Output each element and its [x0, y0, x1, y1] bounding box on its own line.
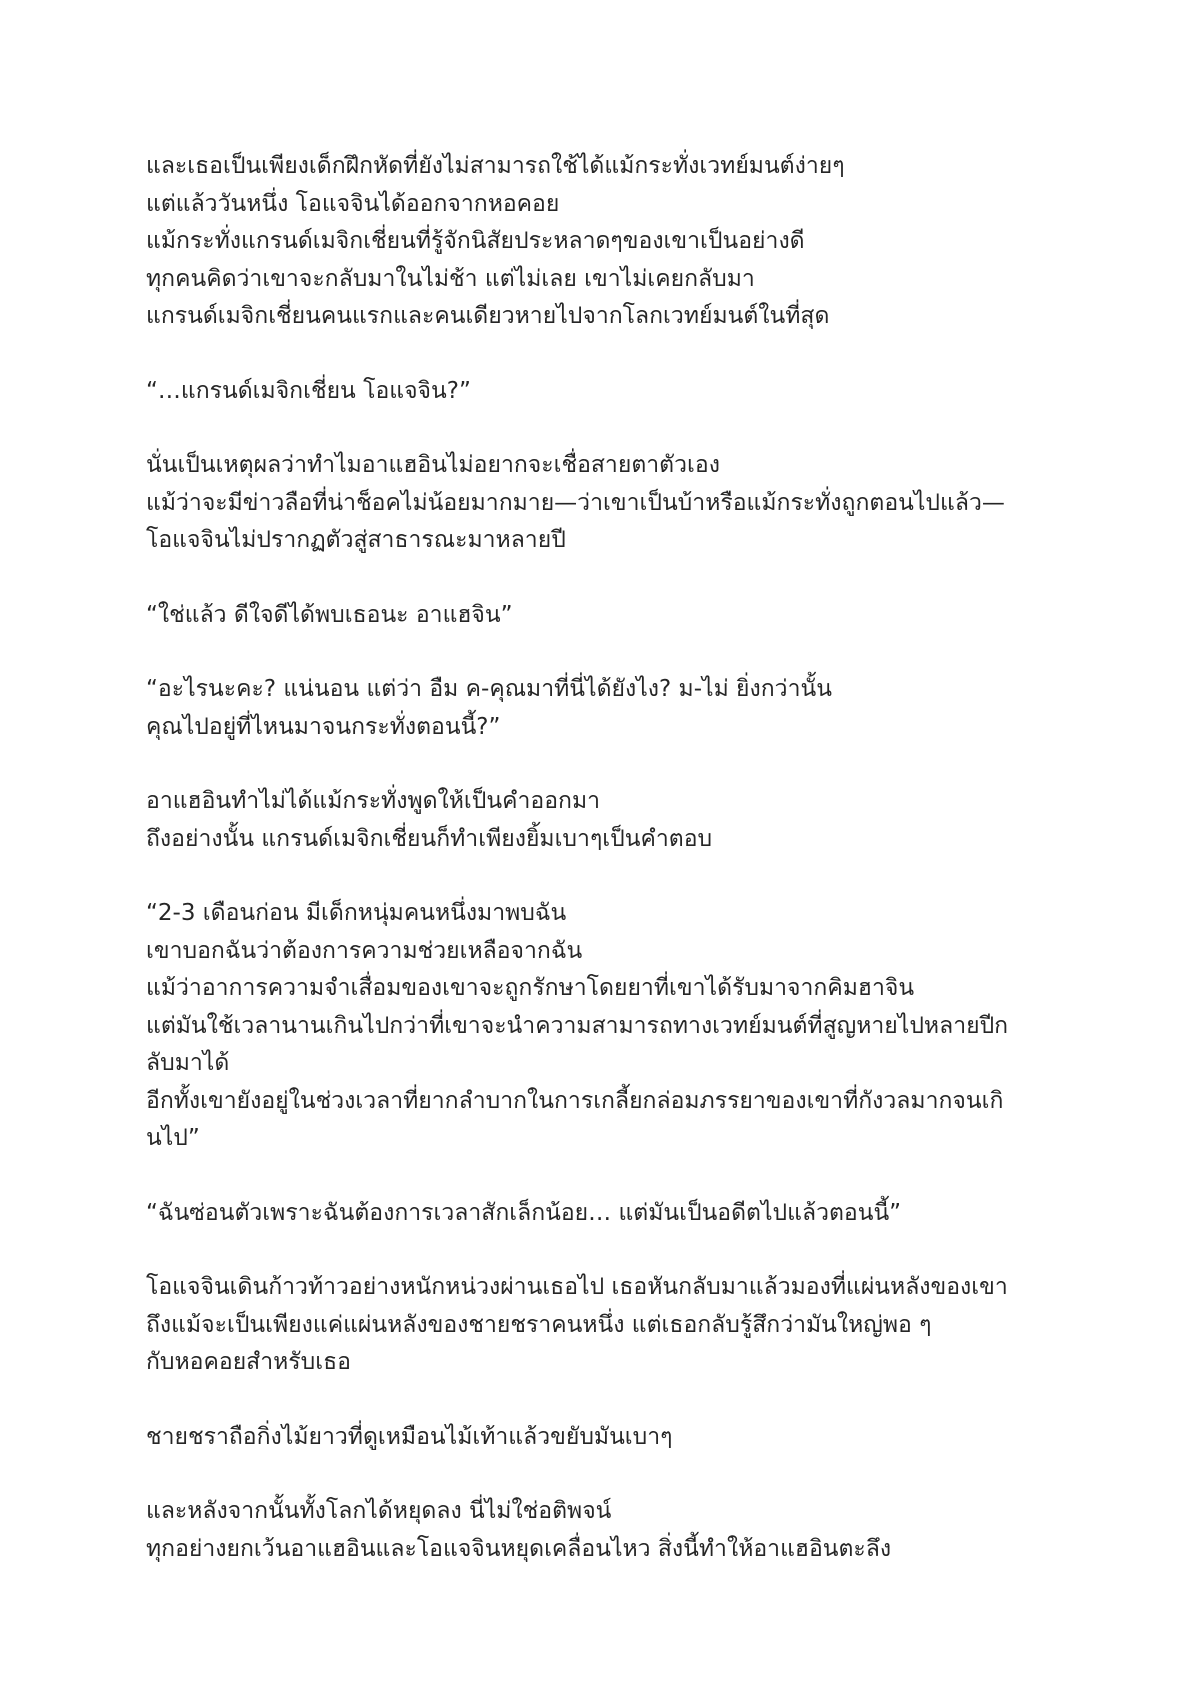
- paragraph-10: ชายชราถือกิ่งไม้ยาวที่ดูเหมือนไม้เท้าแล้วขยับมันเบาๆ: [146, 1423, 673, 1450]
- paragraph-8: “ฉันซ่อนตัวเพราะฉันต้องการเวลาสักเล็กน้อย… แต่มันเป็นอดีตไปแล้วตอนนี้”: [146, 1199, 902, 1226]
- paragraph-7: “2-3 เดือนก่อน มีเด็กหนุ่มคนหนึ่งมาพบฉัน เขาบอกฉันว่าต้องการความช่วยเหลือจากฉัน แม้ว่าอาการความจำเสื่อมของเขาจะถูกรักษาโดยยาที่เขาได้รับมาจากคิมฮาจิน แต่มันใช้เวลานานเกินไปกว่าที่เขาจะนำความสามารถทางเวทย์มนต์ที่สูญหายไปหลายปีก ลับมาได้ อีกทั้งเขายังอยู่ในช่วงเวลาที่ยากลำบากในการเกลี้ยกล่อมภรรยาของเขาที่กังวลมากจนเกิ นไป”: [146, 900, 1009, 1151]
- paragraph-5: “อะไรนะคะ? แน่นอน แต่ว่า อืม ค-คุณมาที่นี่ได้ยังไง? ม-ไม่ ยิ่งกว่านั้น คุณไปอยู่ที่ไหนมาจนกระทั่งตอนนี้?”: [146, 676, 832, 740]
- paragraph-9: โอแจจินเดินก้าวท้าวอย่างหนักหน่วงผ่านเธอไป เธอหันกลับมาแล้วมองที่แผ่นหลังของเขา ถึงแม้จะเป็นเพียงแค่แผ่นหลังของชายชราคนหนึ่ง แต่เธอกลับรู้สึกว่ามันใหญ่พอ ๆ กับหอคอยสำหรับเธอ: [146, 1274, 1008, 1375]
- paragraph-1: และเธอเป็นเพียงเด็กฝึกหัดที่ยังไม่สามารถใช้ได้แม้กระทั่งเวทย์มนต์ง่ายๆ แต่แล้ววันหนึ่ง โอแจจินได้ออกจากหอคอย แม้กระทั่งแกรนด์เมจิกเชี่ยนที่รู้จักนิสัยประหลาดๆของเขาเป็นอย่างดี ทุกคนคิดว่าเขาจะกลับมาในไม่ช้า แต่ไม่เลย เขาไม่เคยกลับมา แกรนด์เมจิกเชี่ยนคนแรกและคนเดียวหายไปจากโลกเวทย์มนต์ในที่สุด: [146, 153, 845, 329]
- paragraph-4: “ใช่แล้ว ดีใจดีได้พบเธอนะ อาแฮจิน”: [146, 601, 513, 628]
- paragraph-11: และหลังจากนั้นทั้งโลกได้หยุดลง นี่ไม่ใช่อติพจน์ ทุกอย่างยกเว้นอาแฮอินและโอแจจินหยุดเคลื่อนไหว สิ่งนี้ทำให้อาแฮอินตะลึง: [146, 1498, 892, 1562]
- paragraph-2: “…แกรนด์เมจิกเชี่ยน โอแจจิน?”: [146, 377, 471, 404]
- document-body: [146, 148, 1066, 1605]
- paragraph-6: อาแฮอินทำไม่ได้แม้กระทั่งพูดให้เป็นคำออกมา ถึงอย่างนั้น แกรนด์เมจิกเชี่ยนก็ทำเพียงยิ้มเบาๆเป็นคำตอบ: [146, 788, 713, 852]
- paragraph-3: นั่นเป็นเหตุผลว่าทำไมอาแฮอินไม่อยากจะเชื่อสายตาตัวเอง แม้ว่าจะมีข่าวลือที่น่าช็อคไม่น้อยมากมาย—ว่าเขาเป็นบ้าหรือแม้กระทั่งถูกตอนไปแล้ว— โอแจจินไม่ปรากฏตัวสู่สาธารณะมาหลายปี: [146, 452, 1005, 553]
